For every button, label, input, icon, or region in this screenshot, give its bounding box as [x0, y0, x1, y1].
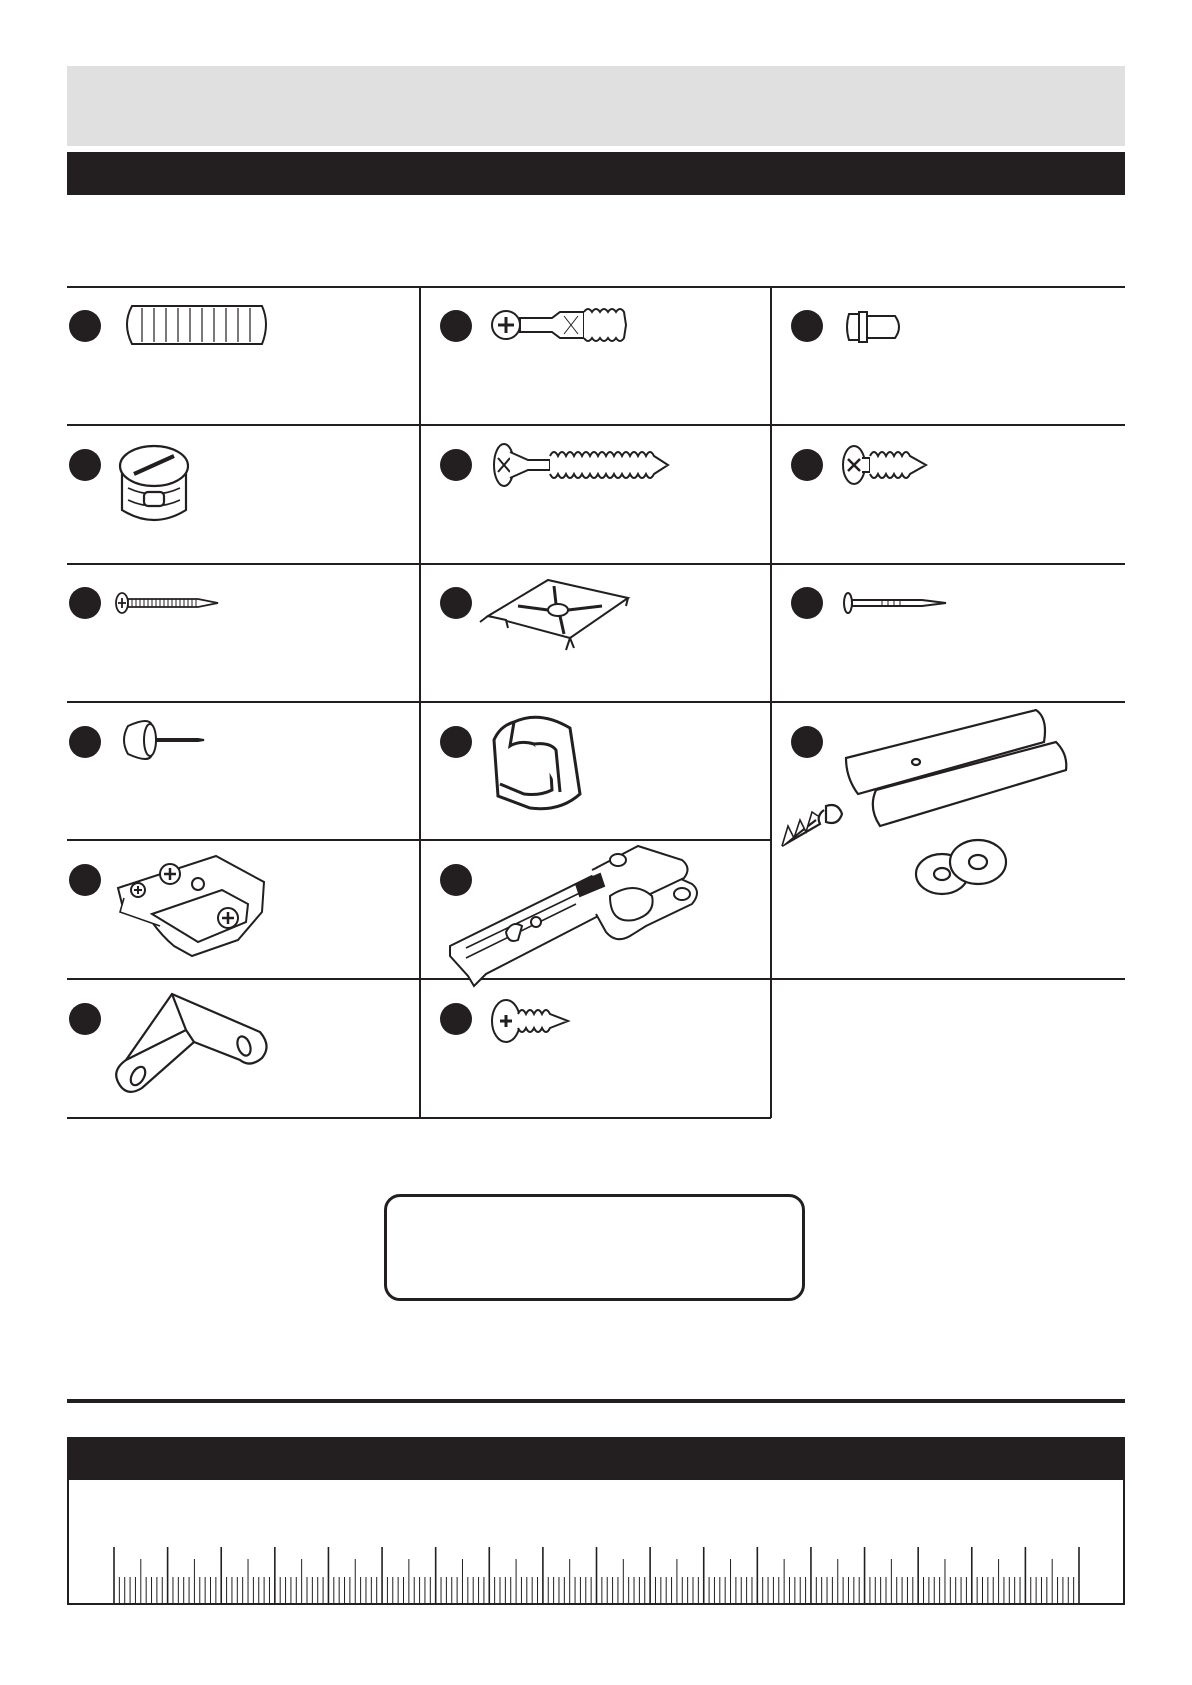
shelf-support-pin-icon — [845, 306, 925, 346]
pan-head-screw-icon — [490, 996, 580, 1046]
nail-icon — [842, 590, 952, 616]
thin-screw-icon — [114, 590, 224, 616]
part-marker-9 — [791, 587, 823, 619]
short-wood-screw-icon — [840, 442, 940, 488]
back-panel-clip-icon — [478, 576, 638, 656]
part-marker-7 — [69, 587, 101, 619]
cam-lock-icon — [114, 440, 204, 530]
wooden-dowel-icon — [118, 302, 278, 348]
furniture-glide-icon — [122, 718, 212, 764]
part-marker-2 — [440, 310, 472, 342]
part-marker-8 — [440, 587, 472, 619]
rail-support-icon — [490, 712, 600, 822]
part-marker-3 — [791, 310, 823, 342]
part-marker-1 — [69, 310, 101, 342]
part-marker-6 — [791, 449, 823, 481]
long-wood-screw-icon — [490, 440, 680, 490]
l-bracket-icon — [112, 990, 272, 1100]
part-marker-10 — [69, 726, 101, 758]
ruler-panel — [67, 1480, 1125, 1605]
part-marker-15 — [69, 1003, 101, 1035]
part-marker-4 — [69, 449, 101, 481]
cam-bolt-icon — [488, 302, 658, 348]
part-marker-5 — [440, 449, 472, 481]
wall-strap-kit-icon — [776, 706, 1076, 906]
concealed-hinge-icon — [446, 840, 736, 990]
divider-line — [67, 1399, 1125, 1403]
measuring-ruler-icon — [69, 1480, 1123, 1603]
hinge-mounting-plate-icon — [112, 852, 272, 962]
part-marker-11 — [440, 726, 472, 758]
ruler-header-bar — [67, 1437, 1125, 1480]
part-marker-13 — [69, 864, 101, 896]
note-box — [384, 1194, 805, 1301]
part-marker-16 — [440, 1003, 472, 1035]
